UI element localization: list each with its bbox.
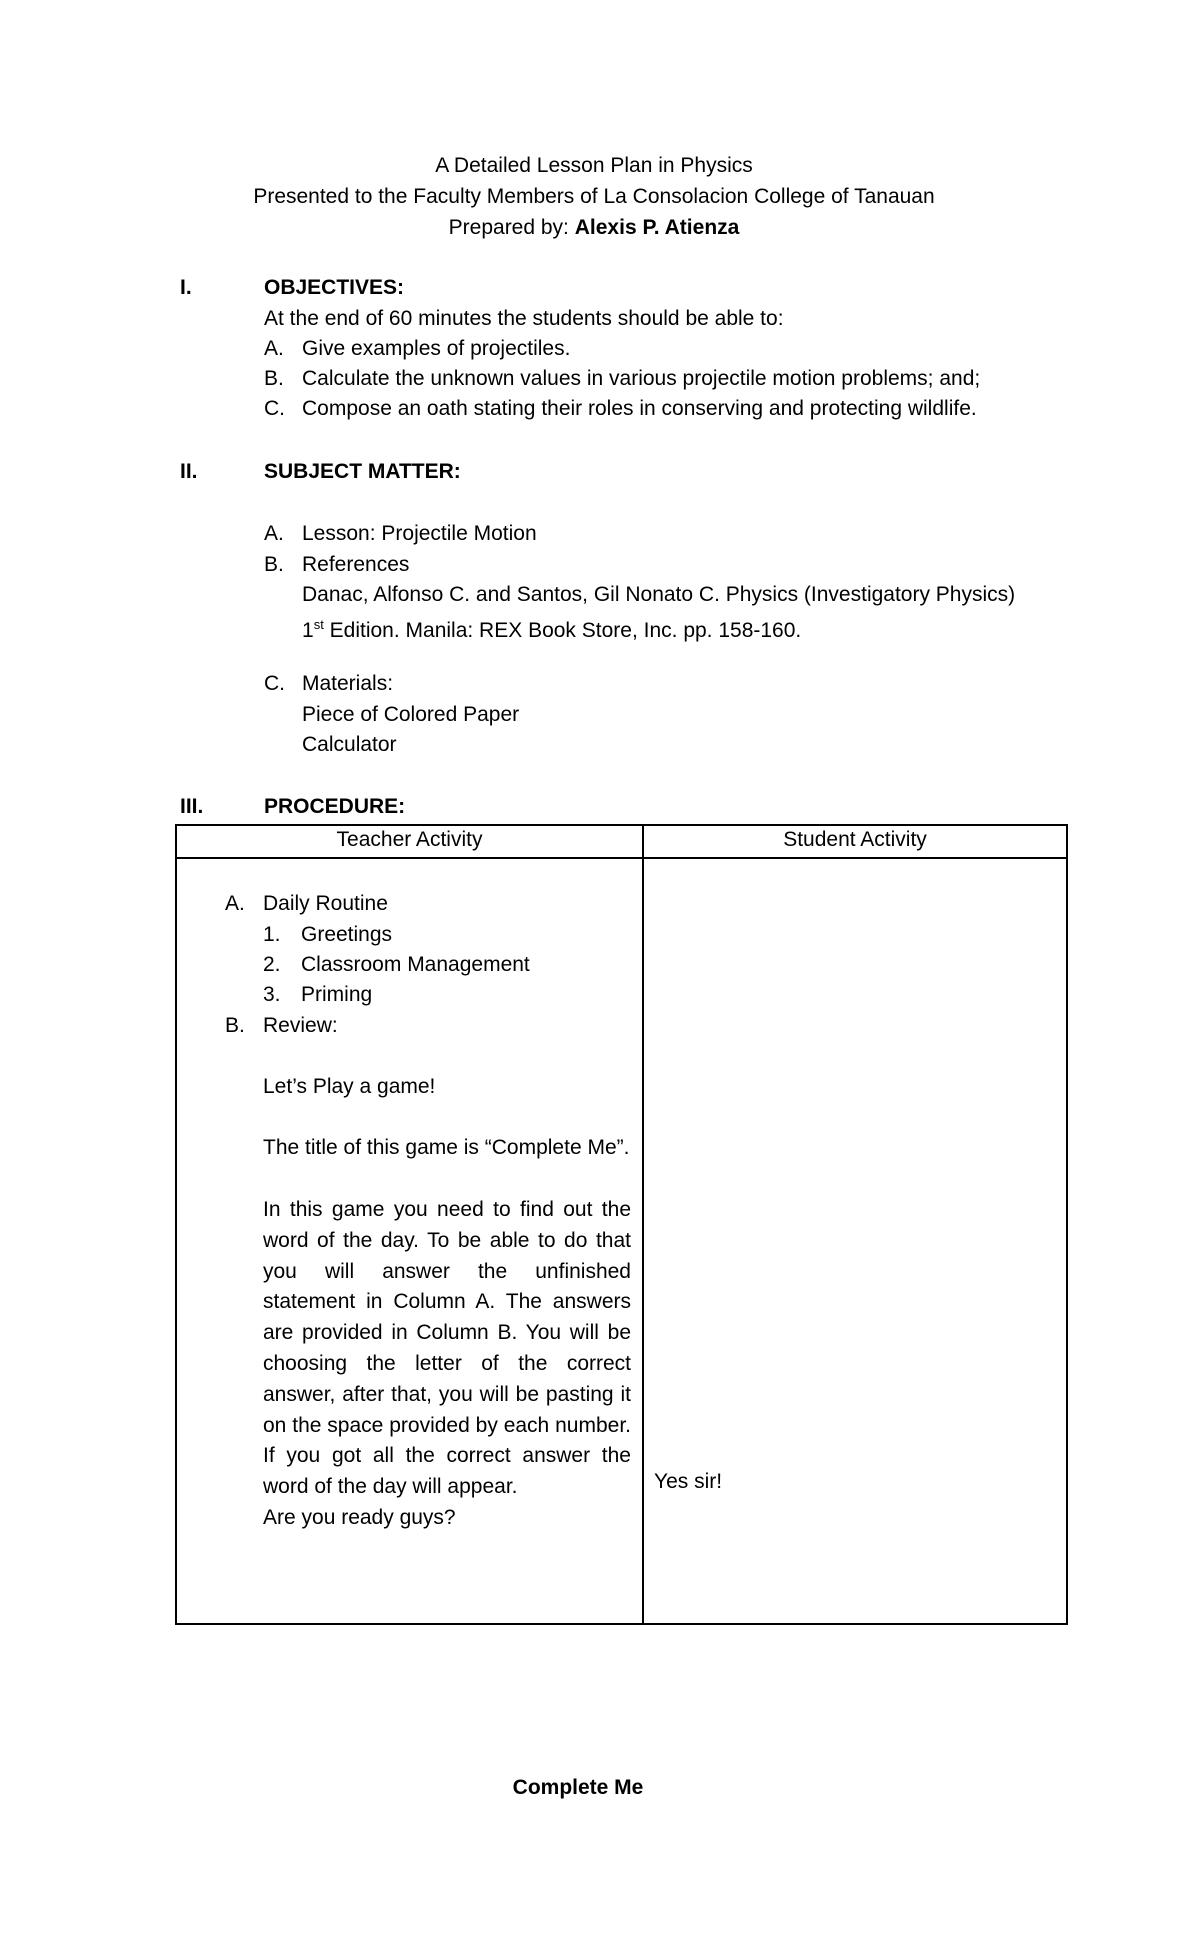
review-line xyxy=(225,1010,338,1041)
item-text: Materials: xyxy=(302,672,394,695)
item-label: B. xyxy=(264,553,284,576)
objective-item xyxy=(264,393,977,424)
item-text: Greetings xyxy=(301,923,393,946)
game-title-heading: Complete Me xyxy=(512,1776,644,1799)
author-name: Alexis P. Atienza xyxy=(574,216,740,239)
item-text: Classroom Management xyxy=(301,953,530,976)
section-number: II. xyxy=(180,460,198,483)
game-title-paragraph: The title of this game is “Complete Me”. xyxy=(263,1136,630,1159)
material-item: Piece of Colored Paper xyxy=(302,703,520,726)
document-title: A Detailed Lesson Plan in Physics xyxy=(435,154,753,177)
item-label: C. xyxy=(264,397,285,420)
edition-suffix: st xyxy=(313,617,324,632)
student-activity-header: Student Activity xyxy=(783,828,927,851)
student-answer: Yes sir! xyxy=(654,1470,723,1493)
section-title: OBJECTIVES: xyxy=(264,276,405,299)
item-text: Review: xyxy=(263,1014,338,1037)
objective-item xyxy=(264,333,570,364)
routine-item xyxy=(263,949,530,980)
section-title: PROCEDURE: xyxy=(264,795,406,818)
lesson-line xyxy=(264,518,537,549)
daily-routine xyxy=(225,888,388,919)
item-label: A. xyxy=(264,522,284,545)
item-text: Compose an oath stating their roles in conserving and protecting wildlife. xyxy=(302,397,977,420)
teacher-activity-header: Teacher Activity xyxy=(336,828,483,851)
section-number: I. xyxy=(180,276,192,299)
section-title: SUBJECT MATTER: xyxy=(264,460,461,483)
item-label: 1. xyxy=(263,923,281,946)
item-label: A. xyxy=(225,892,245,915)
edition-number: 1 xyxy=(302,619,314,642)
material-item: Calculator xyxy=(302,733,397,756)
column-divider xyxy=(642,826,644,1623)
prepared-by xyxy=(0,212,1188,243)
prepared-by-label: Prepared by: xyxy=(448,216,569,239)
item-text: Calculate the unknown values in various projectile motion problems; and; xyxy=(302,367,981,390)
routine-item xyxy=(263,919,392,950)
objective-item xyxy=(264,363,980,394)
document-header xyxy=(0,150,1188,243)
item-label: B. xyxy=(225,1014,245,1037)
item-label: 3. xyxy=(263,983,281,1006)
edition-rest: Edition. Manila: REX Book Store, Inc. pp. 158-160. xyxy=(323,619,802,642)
item-text: References xyxy=(302,553,410,576)
reference-citation-line1: Danac, Alfonso C. and Santos, Gil Nonato C. Physics (Investigatory Physics) xyxy=(302,583,1016,606)
procedure-table xyxy=(175,824,1068,1625)
item-label: 2. xyxy=(263,953,281,976)
header-divider xyxy=(177,857,1066,859)
objectives-intro: At the end of 60 minutes the students should be able to: xyxy=(264,307,784,330)
game-instructions: In this game you need to find out the word of the day. To be able to do that you will answer the unfinished statement in Column A. The answers are provided in Column B. You will be choosing the letter of the correct answer, after that, you will be pasting it on the space provided by each number. If you got all the correct answer the word of the day will appear. xyxy=(263,1198,631,1499)
item-label: A. xyxy=(264,337,284,360)
presented-to: Presented to the Faculty Members of La Consolacion College of Tanauan xyxy=(253,185,935,208)
references-line xyxy=(264,549,409,580)
item-text: Priming xyxy=(301,983,373,1006)
section-number: III. xyxy=(180,795,204,818)
item-text: Give examples of projectiles. xyxy=(302,337,571,360)
ready-question: Are you ready guys? xyxy=(263,1506,456,1529)
item-label: C. xyxy=(264,672,285,695)
item-text: Lesson: Projectile Motion xyxy=(302,522,537,545)
lets-play-text: Let’s Play a game! xyxy=(263,1075,436,1098)
item-label: B. xyxy=(264,367,284,390)
materials-line xyxy=(264,668,393,699)
reference-citation-line2 xyxy=(302,609,801,646)
item-text: Daily Routine xyxy=(263,892,388,915)
routine-item xyxy=(263,979,372,1010)
